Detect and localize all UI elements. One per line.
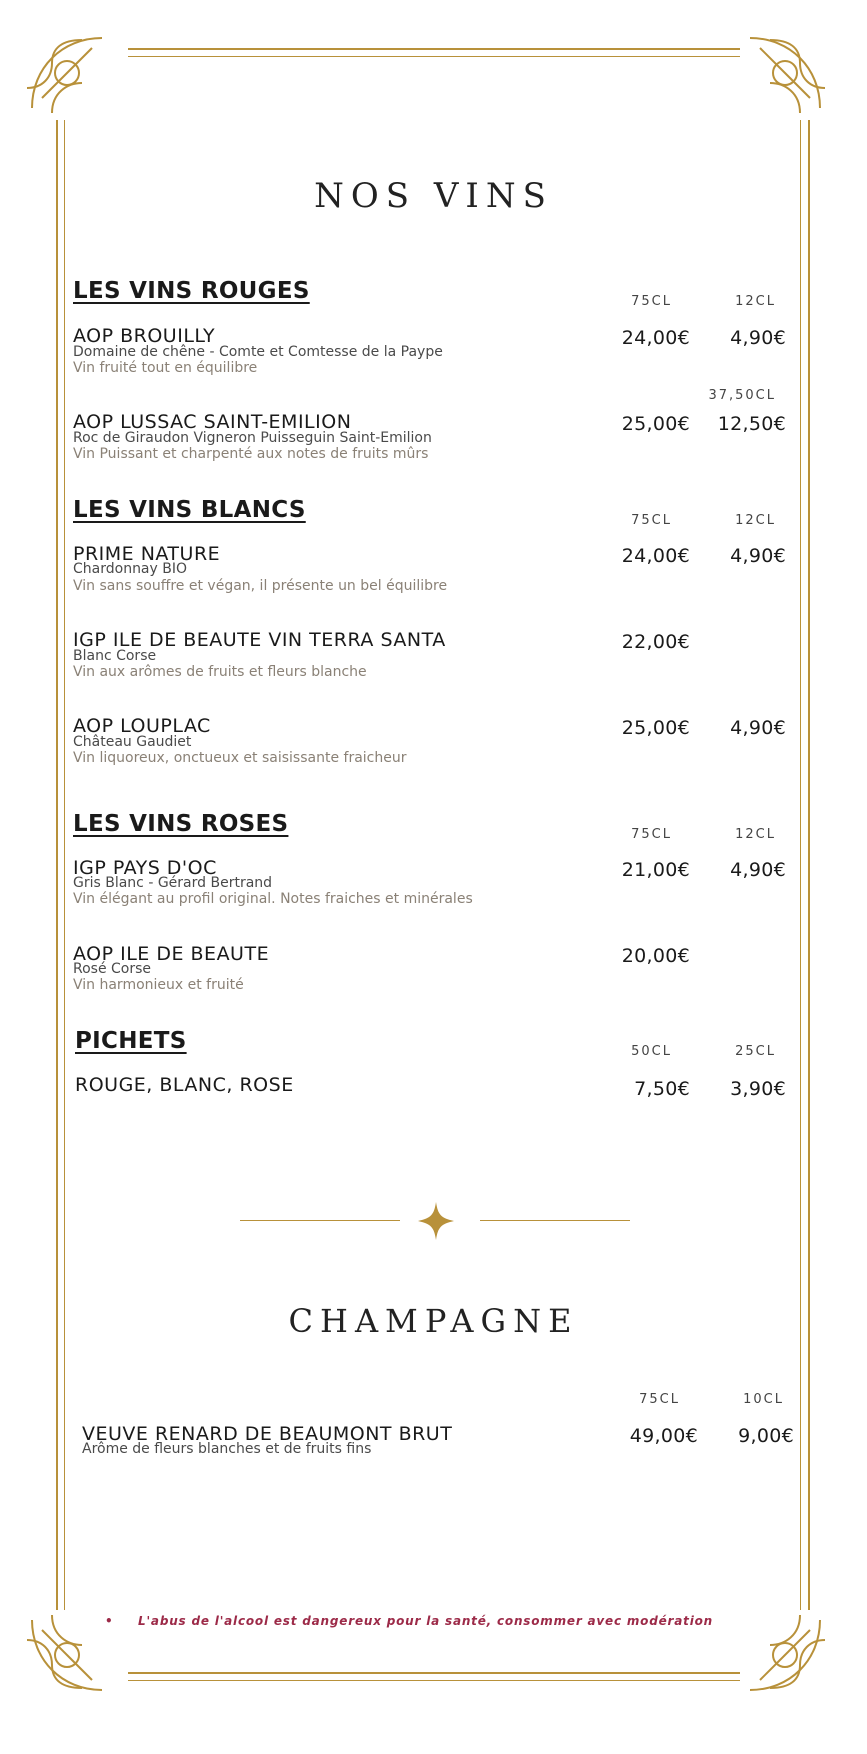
- star-icon: [418, 1202, 454, 1240]
- wine-description: Vin Puissant et charpenté aux notes de fruits mûrs: [73, 446, 429, 462]
- price-bottle: 25,00€: [621, 717, 690, 739]
- section-heading-rouges: LES VINS ROUGES: [73, 278, 310, 304]
- col-header-12cl: 12CL: [735, 513, 776, 528]
- wine-producer: Gris Blanc - Gérard Bertrand: [73, 875, 273, 891]
- price-bottle: 24,00€: [621, 327, 690, 349]
- section-heading-blancs: LES VINS BLANCS: [73, 497, 306, 523]
- col-header-75cl: 75CL: [631, 513, 672, 528]
- frame-top-line: [128, 48, 740, 50]
- divider-right-line: [480, 1220, 630, 1221]
- price-bottle: 24,00€: [621, 545, 690, 567]
- ornament-bottom-right-icon: [740, 1610, 830, 1700]
- wine-name: PRIME NATURE: [73, 543, 221, 565]
- col-header-37cl: 37,50CL: [708, 388, 776, 403]
- frame-bottom-line-inner: [128, 1680, 740, 1681]
- col-header-75cl: 75CL: [631, 294, 672, 309]
- wine-name: IGP ILE DE BEAUTE VIN TERRA SANTA: [73, 629, 446, 651]
- price-bottle: 20,00€: [621, 945, 690, 967]
- wine-producer: Domaine de chêne - Comte et Comtesse de la Paype: [73, 344, 443, 360]
- section-heading-roses: LES VINS ROSES: [73, 811, 289, 837]
- wine-description: Vin liquoreux, onctueux et saisissante fraicheur: [73, 750, 407, 766]
- health-warning-text: L'abus de l'alcool est dangereux pour la santé, consommer avec modération: [138, 1614, 714, 1628]
- price-glass: 12,50€: [717, 413, 786, 435]
- frame-left-line: [56, 120, 58, 1610]
- price-glass: 9,00€: [738, 1425, 794, 1447]
- price-glass: 4,90€: [730, 327, 786, 349]
- wine-name: AOP LOUPLAC: [73, 715, 211, 737]
- wine-name: AOP BROUILLY: [73, 325, 216, 347]
- bullet: •: [105, 1614, 114, 1628]
- wine-description: Vin sans souffre et végan, il présente un bel équilibre: [73, 578, 448, 594]
- price-50cl: 7,50€: [634, 1078, 690, 1100]
- col-header-25cl: 25CL: [735, 1044, 776, 1059]
- wine-description: Vin aux arômes de fruits et fleurs blanche: [73, 664, 367, 680]
- col-header-75cl: 75CL: [631, 827, 672, 842]
- frame-right-line-inner: [800, 120, 801, 1610]
- frame-right-line: [808, 120, 810, 1610]
- col-header-12cl: 12CL: [735, 827, 776, 842]
- price-25cl: 3,90€: [730, 1078, 786, 1100]
- champagne-title: CHAMPAGNE: [288, 1302, 579, 1340]
- wine-description: Vin élégant au profil original. Notes fraiches et minérales: [73, 891, 473, 907]
- champagne-name: VEUVE RENARD DE BEAUMONT BRUT: [82, 1423, 453, 1445]
- price-glass: 4,90€: [730, 545, 786, 567]
- pichet-name: ROUGE, BLANC, ROSE: [75, 1074, 294, 1096]
- col-header-10cl: 10CL: [743, 1392, 784, 1407]
- champagne-description: Arôme de fleurs blanches et de fruits fins: [82, 1441, 372, 1457]
- wine-producer: Chardonnay BIO: [73, 561, 188, 577]
- wine-producer: Château Gaudiet: [73, 734, 192, 750]
- wine-name: IGP PAYS D'OC: [73, 857, 217, 879]
- frame-top-line-inner: [128, 56, 740, 57]
- frame-bottom-line: [128, 1672, 740, 1674]
- page-title: NOS VINS: [314, 176, 553, 216]
- col-header-12cl: 12CL: [735, 294, 776, 309]
- price-bottle: 21,00€: [621, 859, 690, 881]
- price-glass: 4,90€: [730, 717, 786, 739]
- col-header-75cl: 75CL: [639, 1392, 680, 1407]
- ornament-bottom-left-icon: [22, 1610, 112, 1700]
- wine-producer: Blanc Corse: [73, 648, 157, 664]
- ornament-top-right-icon: [740, 28, 830, 118]
- wine-description: Vin fruité tout en équilibre: [73, 360, 258, 376]
- price-bottle: 49,00€: [629, 1425, 698, 1447]
- price-bottle: 22,00€: [621, 631, 690, 653]
- wine-producer: Roc de Giraudon Vigneron Puisseguin Saint-Emilion: [73, 430, 432, 446]
- wine-description: Vin harmonieux et fruité: [73, 977, 244, 993]
- price-glass: 4,90€: [730, 859, 786, 881]
- divider-left-line: [240, 1220, 400, 1221]
- wine-name: AOP LUSSAC SAINT-EMILION: [73, 411, 352, 433]
- section-heading-pichets: PICHETS: [75, 1028, 187, 1054]
- price-bottle: 25,00€: [621, 413, 690, 435]
- wine-name: AOP ILE DE BEAUTE: [73, 943, 270, 965]
- col-header-50cl: 50CL: [631, 1044, 672, 1059]
- wine-producer: Rosé Corse: [73, 961, 152, 977]
- ornament-top-left-icon: [22, 28, 112, 118]
- frame-left-line-inner: [64, 120, 65, 1610]
